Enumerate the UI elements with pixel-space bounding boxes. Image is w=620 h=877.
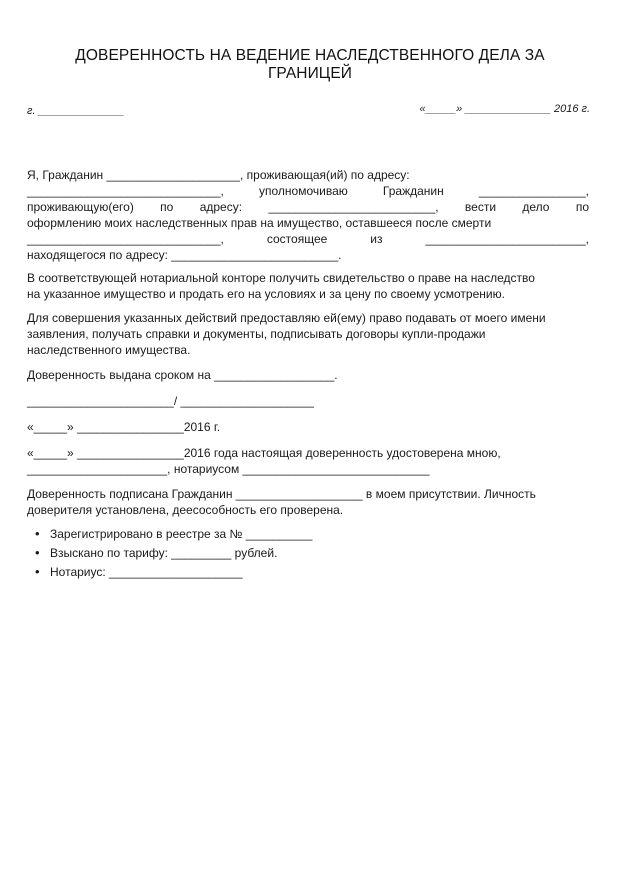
p2-line-1: В соответствующей нотариальной конторе получить свидетельство о праве на наследство (27, 271, 535, 285)
signed-line-2: доверителя установлена, деесособность его проверена. (27, 503, 344, 517)
bullet-item (35, 526, 313, 542)
p2-line-2: на указанное имущество и продать его на условиях и за цену по своему усмотрению. (27, 287, 505, 301)
p3-line-2: заявления, получать справки и документы, подписывать договоры купли-продажи (27, 327, 486, 341)
bullet-item (35, 564, 243, 580)
signed-line-1: Доверенность подписана Гражданин ___________________ в моем присутствии. Личность (27, 487, 536, 501)
notary-line-2: _____________________, нотариусом ____________________________ (27, 462, 430, 476)
bullet-icon: • (35, 526, 40, 541)
title-line-1: ДОВЕРЕННОСТЬ НА ВЕДЕНИЕ НАСЛЕДСТВЕННОГО ДЕЛА ЗА (75, 47, 545, 64)
term-line: Доверенность выдана сроком на __________________. (27, 368, 338, 382)
p1-line-2: _____________________________, уполномочиваю Гражданин ________________, (27, 184, 589, 198)
title-line-2: ГРАНИЦЕЙ (267, 65, 353, 82)
bullet-text: Нотариус: ____________________ (50, 565, 243, 579)
notary-line-1: «_____» ________________2016 года настоящая доверенность удостоверена мною, (27, 446, 501, 460)
p1-line-4: оформлению моих наследственных прав на имущество, оставшееся после смерти (27, 216, 492, 230)
signature-line: ______________________/ ____________________ (27, 394, 314, 408)
p1-line-1: Я, Гражданин ____________________, проживающая(ий) по адресу: (27, 168, 410, 182)
city-field: г. ______________ (27, 105, 125, 117)
bullet-icon: • (35, 545, 40, 560)
bullet-item (35, 545, 278, 561)
p3-line-3: наследственного имущества. (27, 343, 191, 357)
p3-line-1: Для совершения указанных действий предоставляю ей(ему) право подавать от моего имени (27, 311, 546, 325)
p1-line-6: находящегося по адресу: _________________________. (27, 248, 342, 262)
document-title (30, 47, 590, 83)
bullet-icon: • (35, 564, 40, 579)
date-field: «_____» ______________ 2016 г. (419, 103, 590, 115)
p1-line-5: _____________________________, состоящее из ________________________, (27, 232, 589, 246)
bullet-text: Взыскано по тарифу: _________ рублей. (50, 546, 278, 560)
p1-line-3: проживающую(его) по адресу: _________________________, вести дело по (27, 200, 589, 214)
sign-date-line: «_____» ________________2016 г. (27, 420, 221, 434)
bullet-text: Зарегистрировано в реестре за № __________ (50, 527, 313, 541)
